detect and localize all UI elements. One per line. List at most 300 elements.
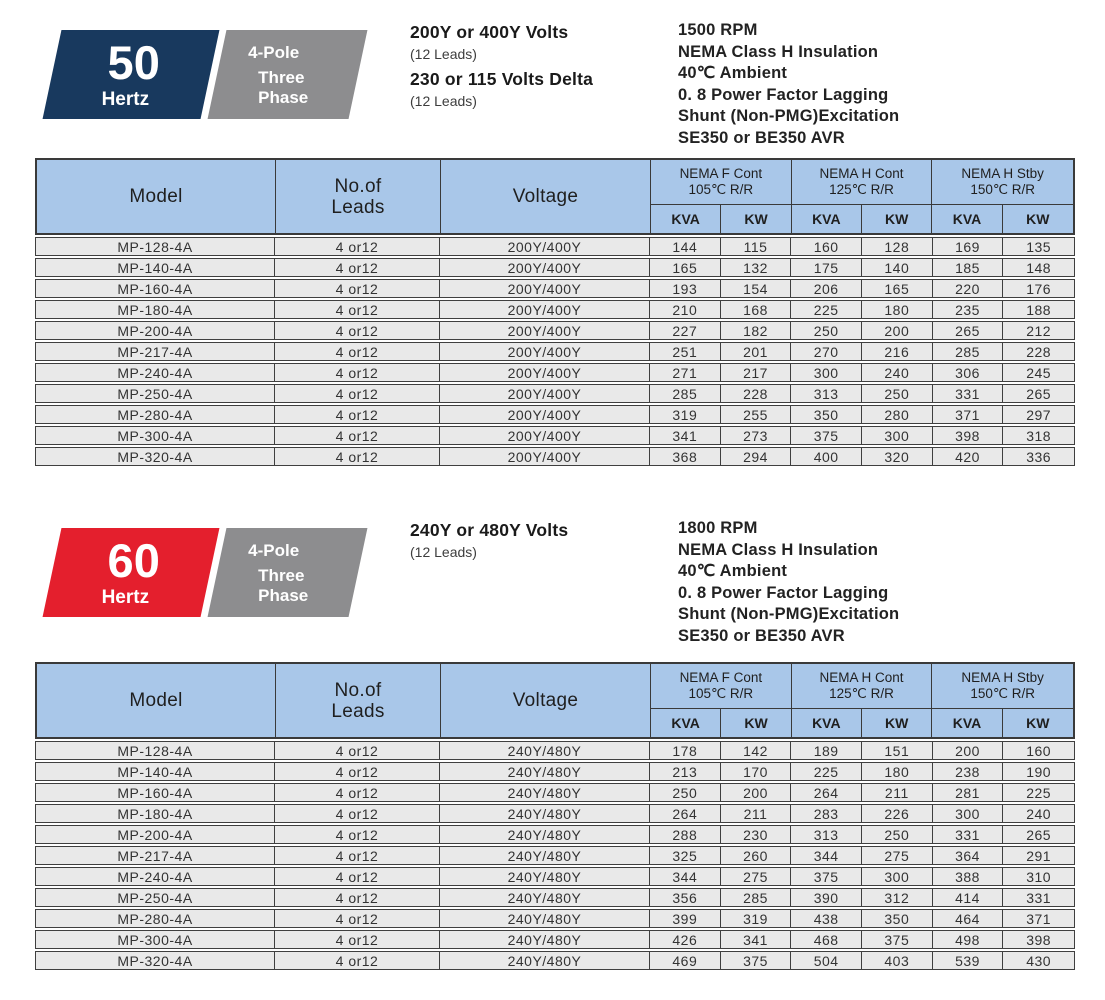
cell-kw-h-stby: 265 <box>1026 826 1052 843</box>
cell-kw-h-cont: 180 <box>862 301 933 318</box>
voltage-notes <box>410 22 593 116</box>
cell-voltage: 240Y/480Y <box>440 847 650 864</box>
cell-voltage: 200Y/400Y <box>440 448 650 465</box>
col-header-rating-group <box>792 664 933 709</box>
cell-kva-h-cont: 270 <box>791 343 862 360</box>
cell-kw-f-cont: 319 <box>721 910 792 927</box>
cell-voltage: 200Y/400Y <box>440 238 650 255</box>
table-row <box>35 783 1075 802</box>
cell-model: MP-140-4A <box>36 763 275 780</box>
cell-model: MP-217-4A <box>36 847 275 864</box>
table-row <box>35 363 1075 382</box>
cell-leads: 4 or12 <box>275 280 440 297</box>
cell-kva-h-cont: 375 <box>791 868 862 885</box>
frequency-badge-60 <box>43 528 220 617</box>
cell-kva-f-cont: 213 <box>650 763 721 780</box>
spec-line: 1500 RPM <box>678 21 758 39</box>
col-header-leads <box>276 664 441 737</box>
cell-kw-h-cont: 180 <box>862 763 933 780</box>
col-header-unit: KVA <box>932 205 1002 233</box>
cell-voltage: 240Y/480Y <box>440 742 650 759</box>
cell-kw-h-cont: 300 <box>862 427 933 444</box>
rating-group-name: NEMA F Cont <box>679 166 763 181</box>
spec-line: 0. 8 Power Factor Lagging <box>678 583 889 602</box>
cell-kva-f-cont: 341 <box>650 427 721 444</box>
cell-kva-h-cont: 504 <box>791 952 862 969</box>
rating-group-name: NEMA H Stby <box>961 670 1044 685</box>
rating-group-name: NEMA F Cont <box>679 670 763 685</box>
rating-group-name: NEMA H Stby <box>961 166 1044 181</box>
cell-leads: 4 or12 <box>275 427 440 444</box>
col-header-unit: KVA <box>651 709 721 737</box>
cell-model: MP-250-4A <box>36 889 275 906</box>
table-body <box>35 741 1075 970</box>
cell-kw-h-stby: 135 <box>1026 238 1052 255</box>
cell-voltage: 200Y/400Y <box>440 259 650 276</box>
cell-kw-h-cont: 403 <box>862 952 933 969</box>
table-row <box>35 930 1075 949</box>
cell-kw-f-cont: 294 <box>721 448 792 465</box>
cell-kva-h-cont: 264 <box>791 784 862 801</box>
cell-leads: 4 or12 <box>275 763 440 780</box>
cell-model: MP-160-4A <box>36 784 275 801</box>
cell-kw-h-stby: 228 <box>1026 343 1052 360</box>
col-header-rating-group <box>932 160 1073 205</box>
cell-model: MP-140-4A <box>36 259 275 276</box>
table-row <box>35 447 1075 466</box>
rating-group-temp: 105℃ R/R <box>688 686 754 701</box>
cell-kw-h-cont: 250 <box>862 385 933 402</box>
cell-kw-f-cont: 255 <box>721 406 792 423</box>
cell-kva-h-stby: 331 <box>933 826 1004 843</box>
table-row <box>35 825 1075 844</box>
col-header-leads-line1: No.of <box>334 175 382 197</box>
cell-model: MP-300-4A <box>36 427 275 444</box>
cell-kva-f-cont: 288 <box>650 826 721 843</box>
table-row <box>35 888 1075 907</box>
cell-model: MP-128-4A <box>36 238 275 255</box>
cell-model: MP-180-4A <box>36 301 275 318</box>
cell-kva-f-cont: 319 <box>650 406 721 423</box>
col-header-unit: KW <box>862 205 932 233</box>
cell-kva-h-stby: 265 <box>933 322 1004 339</box>
spec-line: Shunt (Non-PMG)Excitation <box>678 605 900 623</box>
cell-voltage: 240Y/480Y <box>440 889 650 906</box>
cell-leads: 4 or12 <box>275 406 440 423</box>
col-header-voltage: Voltage <box>441 664 651 737</box>
cell-leads: 4 or12 <box>275 868 440 885</box>
cell-leads: 4 or12 <box>275 301 440 318</box>
cell-kva-h-cont: 225 <box>791 301 862 318</box>
cell-kva-h-cont: 350 <box>791 406 862 423</box>
cell-kva-f-cont: 250 <box>650 784 721 801</box>
cell-kw-h-cont: 280 <box>862 406 933 423</box>
cell-leads: 4 or12 <box>275 448 440 465</box>
cell-kva-h-cont: 189 <box>791 742 862 759</box>
cell-kw-f-cont: 341 <box>721 931 792 948</box>
cell-kw-f-cont: 285 <box>721 889 792 906</box>
cell-kva-h-stby: 306 <box>933 364 1004 381</box>
spec-line: SE350 or BE350 AVR <box>678 626 845 645</box>
rating-group-temp: 125℃ R/R <box>829 182 894 197</box>
cell-model: MP-200-4A <box>36 826 275 843</box>
col-header-unit: KW <box>721 709 791 737</box>
voltage-note-line: (12 Leads) <box>410 46 477 62</box>
cell-kw-f-cont: 168 <box>721 301 792 318</box>
cell-kw-h-cont: 200 <box>862 322 933 339</box>
col-header-unit: KVA <box>792 709 862 737</box>
rating-group-temp: 150℃ R/R <box>970 686 1035 701</box>
cell-kw-h-stby: 190 <box>1026 763 1052 780</box>
table-row <box>35 741 1075 760</box>
cell-voltage: 240Y/480Y <box>440 931 650 948</box>
col-header-unit: KW <box>721 205 791 233</box>
cell-kw-f-cont: 154 <box>721 280 792 297</box>
cell-model: MP-280-4A <box>36 910 275 927</box>
cell-kva-h-stby: 464 <box>933 910 1004 927</box>
col-header-unit: KVA <box>792 205 862 233</box>
voltage-note-line: 240Y or 480Y Volts <box>410 520 569 540</box>
spec-line: NEMA Class H Insulation <box>678 540 879 559</box>
spec-line: 40℃ Ambient <box>678 64 788 82</box>
col-header-leads-line2: Leads <box>331 700 385 722</box>
cell-model: MP-128-4A <box>36 742 275 759</box>
cell-kva-f-cont: 227 <box>650 322 721 339</box>
cell-kw-h-cont: 226 <box>862 805 933 822</box>
rating-group-temp: 150℃ R/R <box>970 182 1035 197</box>
cell-kw-h-cont: 250 <box>862 826 933 843</box>
cell-kva-f-cont: 271 <box>650 364 721 381</box>
table-row <box>35 426 1075 445</box>
cell-kva-f-cont: 356 <box>650 889 721 906</box>
cell-leads: 4 or12 <box>275 259 440 276</box>
col-header-unit: KVA <box>651 205 721 233</box>
voltage-note-line: 200Y or 400Y Volts <box>410 22 569 42</box>
cell-leads: 4 or12 <box>275 364 440 381</box>
cell-kw-h-cont: 275 <box>862 847 933 864</box>
cell-leads: 4 or12 <box>275 742 440 759</box>
pole-phase-badge <box>208 528 368 617</box>
cell-kw-f-cont: 273 <box>721 427 792 444</box>
rating-group-temp: 105℃ R/R <box>688 182 754 197</box>
cell-kva-f-cont: 264 <box>650 805 721 822</box>
table-row <box>35 951 1075 970</box>
frequency-unit: Hertz <box>101 586 150 608</box>
voltage-notes <box>410 520 568 567</box>
cell-kw-h-stby: 331 <box>1026 889 1052 906</box>
section-50hz-header <box>0 0 1105 150</box>
cell-kva-h-stby: 220 <box>933 280 1004 297</box>
rating-group-name: NEMA H Cont <box>819 166 904 181</box>
cell-kva-h-cont: 313 <box>791 826 862 843</box>
cell-voltage: 200Y/400Y <box>440 427 650 444</box>
cell-kva-h-stby: 281 <box>933 784 1004 801</box>
cell-kw-h-stby: 160 <box>1026 742 1052 759</box>
cell-kw-f-cont: 230 <box>721 826 792 843</box>
cell-kw-h-cont: 320 <box>862 448 933 465</box>
cell-kva-h-cont: 344 <box>791 847 862 864</box>
cell-kva-f-cont: 399 <box>650 910 721 927</box>
cell-kva-h-cont: 400 <box>791 448 862 465</box>
cell-kva-h-stby: 200 <box>933 742 1004 759</box>
table-row <box>35 321 1075 340</box>
cell-voltage: 200Y/400Y <box>440 364 650 381</box>
col-header-unit: KW <box>1026 715 1050 731</box>
cell-kw-h-stby: 371 <box>1026 910 1052 927</box>
cell-leads: 4 or12 <box>275 805 440 822</box>
cell-kva-f-cont: 426 <box>650 931 721 948</box>
cell-kva-h-stby: 388 <box>933 868 1004 885</box>
cell-voltage: 240Y/480Y <box>440 784 650 801</box>
col-header-rating-group <box>651 664 792 709</box>
cell-model: MP-280-4A <box>36 406 275 423</box>
phase-label: Three Phase <box>258 566 309 605</box>
cell-kw-h-stby: 318 <box>1026 427 1052 444</box>
cell-kva-h-stby: 285 <box>933 343 1004 360</box>
cell-kva-f-cont: 193 <box>650 280 721 297</box>
cell-model: MP-240-4A <box>36 868 275 885</box>
cell-kva-h-cont: 283 <box>791 805 862 822</box>
cell-kva-h-stby: 169 <box>933 238 1004 255</box>
cell-voltage: 240Y/480Y <box>440 868 650 885</box>
spec-line: 40℃ Ambient <box>678 562 788 580</box>
cell-kw-h-stby: 336 <box>1026 448 1052 465</box>
cell-kva-h-cont: 438 <box>791 910 862 927</box>
cell-model: MP-320-4A <box>36 448 275 465</box>
cell-voltage: 200Y/400Y <box>440 406 650 423</box>
cell-voltage: 240Y/480Y <box>440 826 650 843</box>
cell-model: MP-160-4A <box>36 280 275 297</box>
table-row <box>35 405 1075 424</box>
col-header-unit: KW <box>1026 211 1050 227</box>
cell-kw-h-cont: 375 <box>862 931 933 948</box>
cell-kva-h-cont: 468 <box>791 931 862 948</box>
voltage-note-line: 230 or 115 Volts Delta <box>410 69 594 89</box>
cell-kva-h-stby: 398 <box>933 427 1004 444</box>
table-row <box>35 867 1075 886</box>
cell-kva-h-cont: 175 <box>791 259 862 276</box>
spec-line: 0. 8 Power Factor Lagging <box>678 85 889 104</box>
col-header-model: Model <box>37 160 276 233</box>
table-body <box>35 237 1075 466</box>
cell-kva-h-stby: 364 <box>933 847 1004 864</box>
cell-kva-h-stby: 235 <box>933 301 1004 318</box>
ratings-table-60hz <box>35 662 1075 970</box>
table-row <box>35 384 1075 403</box>
pole-label: 4-Pole <box>248 541 300 560</box>
cell-kw-f-cont: 260 <box>721 847 792 864</box>
cell-kw-h-stby: 310 <box>1026 868 1052 885</box>
cell-kw-h-stby: 176 <box>1026 280 1052 297</box>
col-header-leads <box>276 160 441 233</box>
cell-kw-h-stby: 245 <box>1026 364 1052 381</box>
ratings-table-50hz <box>35 158 1075 466</box>
cell-kw-h-stby: 240 <box>1026 805 1052 822</box>
cell-model: MP-300-4A <box>36 931 275 948</box>
cell-kw-h-cont: 216 <box>862 343 933 360</box>
col-header-rating-group <box>932 664 1073 709</box>
spec-line: 1800 RPM <box>678 519 758 537</box>
spec-list <box>678 20 899 149</box>
cell-kw-h-cont: 240 <box>862 364 933 381</box>
cell-kva-f-cont: 178 <box>650 742 721 759</box>
cell-leads: 4 or12 <box>275 322 440 339</box>
col-header-voltage: Voltage <box>441 160 651 233</box>
cell-kva-f-cont: 344 <box>650 868 721 885</box>
cell-voltage: 200Y/400Y <box>440 280 650 297</box>
cell-kw-h-stby: 430 <box>1026 952 1052 969</box>
section-60hz-header <box>0 498 1105 648</box>
table-row <box>35 909 1075 928</box>
table-header <box>35 158 1075 235</box>
table-row <box>35 762 1075 781</box>
col-header-model: Model <box>37 664 276 737</box>
cell-kw-h-stby: 212 <box>1026 322 1052 339</box>
table-row <box>35 300 1075 319</box>
cell-kva-h-cont: 225 <box>791 763 862 780</box>
cell-kva-h-stby: 371 <box>933 406 1004 423</box>
table-row <box>35 846 1075 865</box>
cell-kw-h-stby: 225 <box>1026 784 1052 801</box>
col-header-rating-group <box>651 160 792 205</box>
table-header <box>35 662 1075 739</box>
frequency-value: 50 <box>107 35 160 89</box>
cell-kw-h-cont: 140 <box>862 259 933 276</box>
cell-kva-h-stby: 331 <box>933 385 1004 402</box>
cell-kw-f-cont: 132 <box>721 259 792 276</box>
cell-kw-f-cont: 228 <box>721 385 792 402</box>
table-row <box>35 804 1075 823</box>
cell-leads: 4 or12 <box>275 847 440 864</box>
cell-kw-f-cont: 182 <box>721 322 792 339</box>
cell-leads: 4 or12 <box>275 931 440 948</box>
cell-kva-h-stby: 300 <box>933 805 1004 822</box>
cell-kw-h-cont: 312 <box>862 889 933 906</box>
cell-kw-h-cont: 211 <box>862 784 933 801</box>
col-header-rating-group <box>792 160 933 205</box>
cell-voltage: 200Y/400Y <box>440 385 650 402</box>
cell-kva-f-cont: 368 <box>650 448 721 465</box>
cell-voltage: 200Y/400Y <box>440 343 650 360</box>
cell-kw-f-cont: 115 <box>721 238 792 255</box>
cell-kva-h-stby: 238 <box>933 763 1004 780</box>
cell-kva-h-stby: 420 <box>933 448 1004 465</box>
cell-kva-h-stby: 185 <box>933 259 1004 276</box>
cell-leads: 4 or12 <box>275 784 440 801</box>
cell-voltage: 240Y/480Y <box>440 805 650 822</box>
table-row <box>35 279 1075 298</box>
cell-kva-h-cont: 160 <box>791 238 862 255</box>
cell-leads: 4 or12 <box>275 343 440 360</box>
spec-line: SE350 or BE350 AVR <box>678 128 845 147</box>
col-header-unit: KW <box>862 709 932 737</box>
frequency-unit: Hertz <box>101 88 150 110</box>
cell-model: MP-217-4A <box>36 343 275 360</box>
cell-kw-h-stby: 188 <box>1026 301 1052 318</box>
cell-kw-f-cont: 201 <box>721 343 792 360</box>
voltage-note-line: (12 Leads) <box>410 544 477 560</box>
cell-leads: 4 or12 <box>275 238 440 255</box>
cell-voltage: 240Y/480Y <box>440 952 650 969</box>
col-header-leads-line2: Leads <box>331 196 385 218</box>
cell-kw-h-stby: 148 <box>1026 259 1052 276</box>
voltage-note-line: (12 Leads) <box>410 93 477 109</box>
cell-kva-h-stby: 414 <box>933 889 1004 906</box>
cell-model: MP-240-4A <box>36 364 275 381</box>
table-row <box>35 342 1075 361</box>
cell-voltage: 200Y/400Y <box>440 322 650 339</box>
cell-kva-h-stby: 539 <box>933 952 1004 969</box>
cell-model: MP-320-4A <box>36 952 275 969</box>
cell-kva-f-cont: 469 <box>650 952 721 969</box>
cell-kw-f-cont: 170 <box>721 763 792 780</box>
cell-kw-h-stby: 398 <box>1026 931 1052 948</box>
spec-list <box>678 518 899 647</box>
cell-kw-f-cont: 142 <box>721 742 792 759</box>
cell-leads: 4 or12 <box>275 889 440 906</box>
cell-kva-h-cont: 375 <box>791 427 862 444</box>
cell-kw-h-stby: 265 <box>1026 385 1052 402</box>
cell-kva-h-cont: 313 <box>791 385 862 402</box>
cell-voltage: 240Y/480Y <box>440 910 650 927</box>
cell-leads: 4 or12 <box>275 910 440 927</box>
rating-group-temp: 125℃ R/R <box>829 686 894 701</box>
cell-model: MP-180-4A <box>36 805 275 822</box>
cell-kw-h-stby: 297 <box>1026 406 1052 423</box>
table-row <box>35 237 1075 256</box>
cell-leads: 4 or12 <box>275 385 440 402</box>
cell-kw-f-cont: 275 <box>721 868 792 885</box>
cell-kw-f-cont: 211 <box>721 805 792 822</box>
cell-kva-f-cont: 144 <box>650 238 721 255</box>
cell-kw-f-cont: 217 <box>721 364 792 381</box>
frequency-badge-50 <box>43 30 220 119</box>
col-header-unit: KVA <box>932 709 1002 737</box>
cell-kw-h-cont: 165 <box>862 280 933 297</box>
phase-label: Three Phase <box>258 68 309 107</box>
col-header-leads-line1: No.of <box>334 679 382 701</box>
cell-voltage: 200Y/400Y <box>440 301 650 318</box>
cell-kw-h-cont: 151 <box>862 742 933 759</box>
cell-kva-f-cont: 251 <box>650 343 721 360</box>
table-row <box>35 258 1075 277</box>
cell-kw-f-cont: 375 <box>721 952 792 969</box>
spec-line: NEMA Class H Insulation <box>678 42 879 61</box>
cell-kw-h-cont: 128 <box>862 238 933 255</box>
pole-label: 4-Pole <box>248 43 300 62</box>
cell-kva-f-cont: 285 <box>650 385 721 402</box>
cell-kw-f-cont: 200 <box>721 784 792 801</box>
spec-line: Shunt (Non-PMG)Excitation <box>678 107 900 125</box>
cell-voltage: 240Y/480Y <box>440 763 650 780</box>
cell-model: MP-200-4A <box>36 322 275 339</box>
cell-kva-f-cont: 325 <box>650 847 721 864</box>
cell-kva-h-cont: 250 <box>791 322 862 339</box>
cell-kw-h-stby: 291 <box>1026 847 1052 864</box>
cell-model: MP-250-4A <box>36 385 275 402</box>
cell-kva-h-cont: 300 <box>791 364 862 381</box>
frequency-value: 60 <box>107 533 160 587</box>
cell-kva-h-stby: 498 <box>933 931 1004 948</box>
cell-kva-h-cont: 206 <box>791 280 862 297</box>
cell-leads: 4 or12 <box>275 826 440 843</box>
cell-kva-h-cont: 390 <box>791 889 862 906</box>
cell-kw-h-cont: 350 <box>862 910 933 927</box>
cell-kva-f-cont: 210 <box>650 301 721 318</box>
cell-kva-f-cont: 165 <box>650 259 721 276</box>
rating-group-name: NEMA H Cont <box>819 670 904 685</box>
cell-kw-h-cont: 300 <box>862 868 933 885</box>
